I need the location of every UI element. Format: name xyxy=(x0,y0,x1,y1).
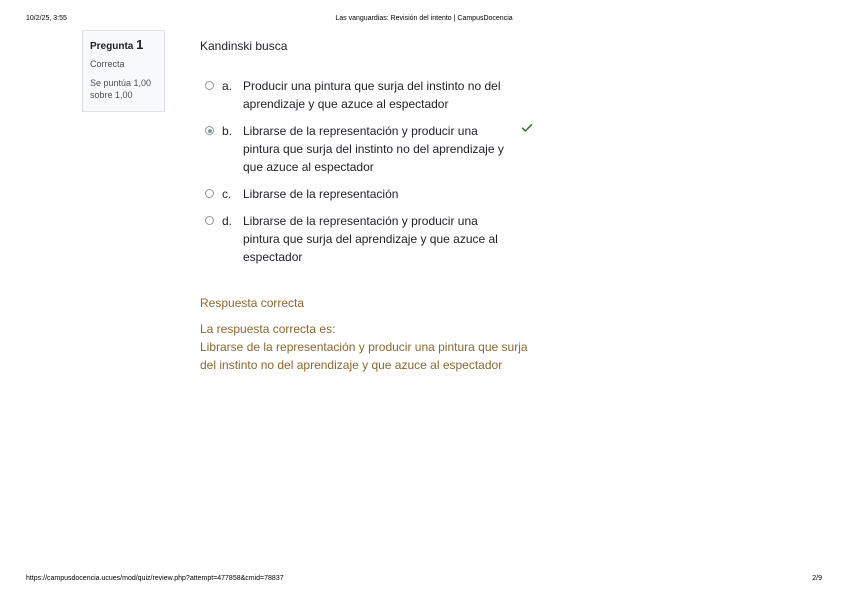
answer-letter: d. xyxy=(222,214,233,228)
answer-text: Producir una pintura que surja del instinto no del aprendizaje y que azuce al espectador xyxy=(243,79,501,111)
print-page-title: Las vanguardias: Revisión del intento | CampusDocencia xyxy=(335,15,513,22)
answer-text: Librarse de la representación y producir una pintura que surja del aprendizaje y que azuce al espectador xyxy=(243,214,498,264)
check-icon xyxy=(521,122,533,134)
right-answer-label: La respuesta correcta es: xyxy=(200,322,336,336)
radio-a[interactable] xyxy=(205,81,214,90)
answer-letter: a. xyxy=(222,79,233,93)
answer-text: Librarse de la representación y producir una pintura que surja del instinto no del aprendizaje y que azuce al espectador xyxy=(243,124,504,174)
answer-letter: b. xyxy=(222,124,233,138)
radio-c[interactable] xyxy=(205,189,214,198)
specific-feedback: Respuesta correcta xyxy=(200,296,305,310)
question-number-label: Pregunta xyxy=(90,41,134,52)
question-number-value: 1 xyxy=(136,37,144,52)
question-grade: Se puntúa 1,00 sobre 1,00 xyxy=(90,78,152,100)
radio-b[interactable] xyxy=(205,126,214,135)
print-url: https://campusdocencia.ucues/mod/quiz/review.php?attempt=477858&cmid=78837 xyxy=(26,575,284,582)
answer-letter: c. xyxy=(222,187,232,201)
radio-d[interactable] xyxy=(205,216,214,225)
answer-list xyxy=(205,77,535,275)
question-number xyxy=(90,37,157,52)
print-datetime: 10/2/25, 3:55 xyxy=(26,15,67,22)
right-answer-text: Librarse de la representación y producir una pintura que surja del instinto no del aprendizaje y que azuce al espectador xyxy=(200,340,528,372)
answer-text: Librarse de la representación xyxy=(243,187,399,201)
answer-option-d[interactable] xyxy=(205,212,535,266)
answer-option-b[interactable] xyxy=(205,122,535,176)
question-state: Correcta xyxy=(90,59,125,69)
answer-option-c[interactable] xyxy=(205,185,535,203)
question-text: Kandinski busca xyxy=(200,39,288,53)
print-page-number: 2/9 xyxy=(812,575,822,582)
question-info-box xyxy=(82,30,165,112)
answer-option-a[interactable] xyxy=(205,77,535,113)
feedback-panel xyxy=(200,294,540,374)
